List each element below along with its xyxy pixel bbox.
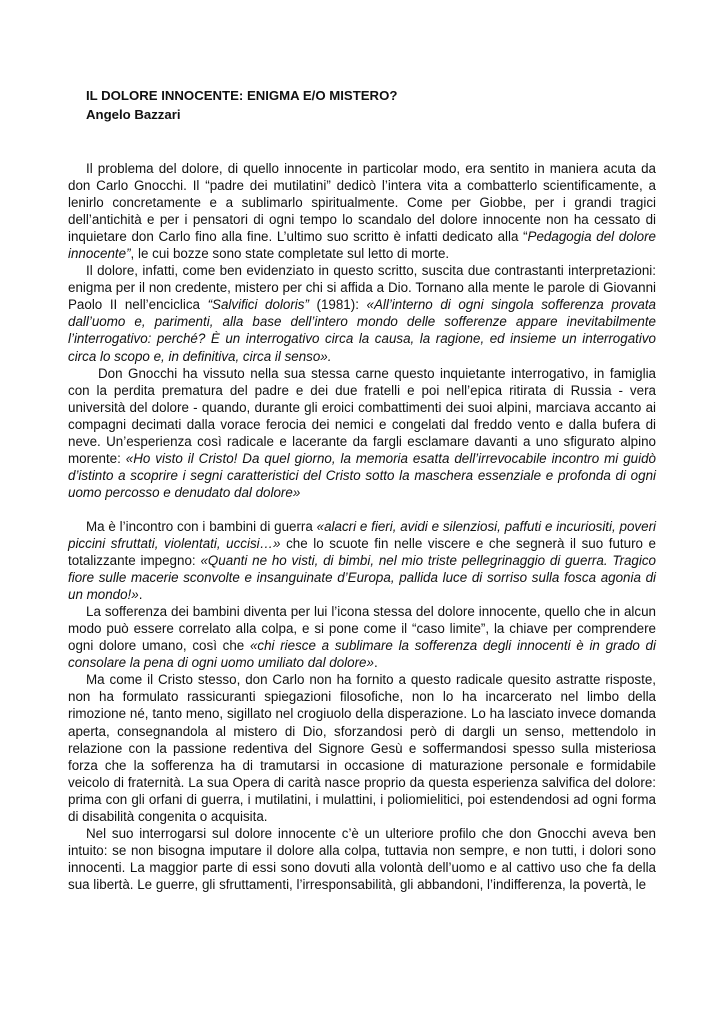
document-page (68, 86, 656, 893)
text-run: Il problema del dolore, di quello innocente in particolar modo, era sentito in maniera acuta da don Carlo Gnocchi. Il “padre dei mutilatini” dedicò l’intera vita a combatterlo scientificamente, a lenirlo concretamente e a sublimarlo spiritualmente. Come per Giobbe, per i grandi tragici dell’antichità e per i pensatori di ogni tempo lo scandalo del dolore innocente non ha cessato di inquietare don Carlo fino alla fine. L’ultimo suo scritto è infatti dedicato alla “ (68, 161, 656, 245)
body-paragraph (68, 825, 656, 893)
italic-quote: «chi riesce a sublimare la sofferenza degli innocenti è in grado di consolare la pena di ogni uomo umiliato dal dolore» (68, 638, 656, 671)
italic-quote: «Quanti ne ho visti, di bimbi, nel mio triste pellegrinaggio di guerra. Tragico fiore sulle macerie sconvolte e insanguinate d’Europa, pallida luce di sorriso sulla fosca agonia di un mondo!» (68, 553, 656, 603)
text-run: Don Gnocchi ha vissuto nella sua stessa carne questo inquietante interrogativo, in famiglia con la perdita prematura del padre e dei due fratelli e poi nell’epica ritirata di Russia - vera università del dolore - quando, durante gli eroici combattimenti dei suoi alpini, marciava accanto ai compagni decimati dalla vorace ferocia dei nemici e congelati dal freddo vento e dalla bufera di neve. Un’esperienza così radicale e lacerante da fargli esclamare davanti a uno sfigurato alpino morente: (68, 365, 656, 466)
italic-quote: «Ho visto il Cristo! Da quel giorno, la memoria esatta dell’irrevocabile incontro mi guidò d’istinto a scoprire i segni caratteristici del Cristo sotto la maschera essenziale e profonda di ogni uomo percosso e denudato dal dolore» (68, 450, 656, 500)
article-body (68, 160, 656, 893)
body-paragraph (68, 365, 656, 501)
text-run: La sofferenza dei bambini diventa per lui l’icona stessa del dolore innocente, quello che in alcun modo può essere correlato alla colpa, e si pone come il “caso limite”, la chiave per comprendere ogni dolore umano, così che (68, 604, 656, 654)
body-paragraph (68, 262, 656, 364)
italic-quote: «alacri e fieri, avidi e silenziosi, paffuti e incuriositi, poveri piccini sfruttati, violentati, uccisi…» (68, 518, 656, 551)
text-run: che lo scuote fin nelle viscere e che segnerà il suo futuro e totalizzante impegno: (68, 535, 657, 569)
text-run: . (138, 587, 143, 603)
text-run: Nel suo interrogarsi sul dolore innocente c’è un ulteriore profilo che don Gnocchi aveva ben intuito: se non bisogna imputare il dolore alla colpa, tuttavia non sempre, e non tutti, i dolori sono innocenti. La maggior parte di essi sono dovuti alla volontà dell’uomo e al cattivo uso che fa della sua libertà. Le guerre, gli sfruttamenti, l’irresponsabilità, gli abbandoni, l’indifferenza, la povertà, le (68, 825, 656, 892)
body-paragraph (68, 671, 656, 824)
text-run: (1981): (308, 297, 367, 313)
italic-quote: «All’interno di ogni singola sofferenza provata dall’uomo e, parimenti, alla base dell’intero mondo delle sofferenze appare inevitabilmente l’interrogativo: perché? È un interrogativo circa la causa, la ragione, ed insieme un interrogativo circa lo scopo e, in definitiva, circa il senso». (68, 297, 656, 364)
text-run: , le cui bozze sono state completate sul letto di morte. (130, 246, 450, 262)
body-paragraph (68, 518, 656, 603)
body-paragraph (68, 603, 656, 671)
text-run: . (373, 655, 378, 671)
italic-quote: “Salvifici doloris” (207, 297, 309, 313)
italic-quote: Pedagogia del dolore innocente” (68, 229, 656, 262)
body-paragraph (68, 160, 656, 262)
article-title: IL DOLORE INNOCENTE: ENIGMA E/O MISTERO? (86, 88, 398, 103)
text-run: Ma è l’incontro con i bambini di guerra (86, 518, 317, 534)
text-run: Ma come il Cristo stesso, don Carlo non ha fornito a questo radicale quesito astratte risposte, non ha formulato rassicuranti spiegazioni filosofiche, non lo ha incarcerato nel limbo della rimozione né, tanto meno, sigillato nel crogiuolo della disperazione. Lo ha lasciato invece domanda aperta, consegnandola al mistero di Dio, sforzandosi però di dargli un senso, mettendolo in relazione con la passione redentiva del Signore Gesù e soffermandosi spesso sulla misteriosa forza che la sofferenza ha di tramutarsi in occasione di maturazione personale e formidabile veicolo di fraternità. La sua Opera di carità nasce proprio da questa esperienza salvifica del dolore: prima con gli orfani di guerra, i mutilatini, i mulattini, i poliomielitici, poi estendendosi ad ogni forma di disabilità congenita o acquisita. (68, 672, 656, 824)
text-run: Il dolore, infatti, come ben evidenziato in questo scritto, suscita due contrastanti interpretazioni: enigma per il non credente, mistero per chi si affida a Dio. Tornano alla mente le parole di Giovanni Paolo II nell’enciclica (68, 263, 656, 313)
article-author: Angelo Bazzari (86, 107, 181, 122)
